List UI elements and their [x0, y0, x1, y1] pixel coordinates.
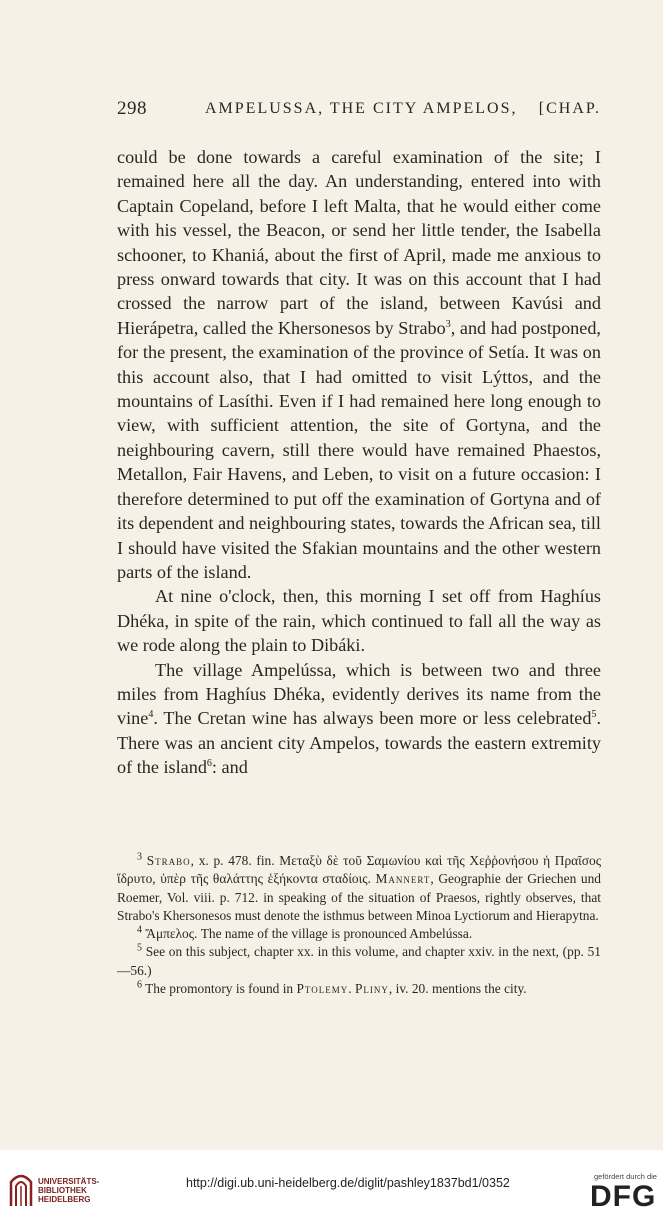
footnote-ref-6: 6: [206, 758, 212, 770]
paragraph-3: [117, 658, 601, 780]
paragraph-1-text-a: could be done towards a careful examination of the site; I remained here all the day. An understanding, entered into with Captain Copeland, before I left Malta, that he would either come with his vessel, the Beacon, or send her little tender, the Isabella schooner, to Khaniá, about the first of April, made me anxious to press onward towards that city. It was on this account that I had crossed the narrow part of the island, between Kavúsi and Hierápetra, called the Khersonesos by Strabo: [117, 147, 601, 338]
footnote-mark: 3: [137, 851, 142, 863]
footnote-mark: 6: [137, 979, 142, 991]
footnote-author: Mannert: [375, 871, 431, 887]
footnote-text: , x. p. 478. fin. Μεταξὺ δὲ τοῦ Σαμωνίου καὶ τῆς Χεῤῥονήσου ἡ Πραῖσος ἵδρυτο, ὑπὲρ τῆς θαλάττης ἑξήκοντα σταδίοις.: [117, 853, 601, 887]
library-name-line: UNIVERSITÄTS-: [38, 1177, 100, 1186]
footnote-6: [117, 980, 601, 998]
footnote-5: [117, 943, 601, 980]
page-number: 298: [117, 98, 147, 119]
library-name: [38, 1177, 99, 1204]
running-title: AMPELUSSA, THE CITY AMPELOS,: [205, 100, 518, 117]
footnote-4: [117, 925, 601, 943]
chapter-label: [CHAP.: [538, 100, 601, 117]
dfg-logo: DFG: [590, 1180, 657, 1213]
paragraph-3-text-a: The village Ampelússa, which is between two and three miles from Haghíus Dhéka, evidently derives its name from the vine: [117, 659, 601, 729]
funded-by-label: gefördert durch die: [594, 1172, 657, 1181]
footnote-text: .: [348, 981, 355, 997]
footnote-mark: 5: [137, 943, 142, 955]
footnote-3: [117, 852, 601, 925]
footnote-text: See on this subject, chapter xx. in this volume, and chapter xxiv. in the next, (pp. 51—56.): [117, 944, 601, 978]
library-name-line: BIBLIOTHEK: [38, 1186, 87, 1195]
footnote-author: Strabo: [146, 853, 191, 868]
paragraph-3-text-b: . The Cretan wine has always been more or less celebrated: [153, 708, 592, 729]
paragraph-2: At nine o'clock, then, this morning I set off from Haghíus Dhéka, in spite of the rain, which continued to fall all the way as we rode along the plain to Dibáki.: [117, 586, 601, 656]
footnote-ref-5: 5: [591, 709, 597, 721]
paragraph-1: [117, 145, 601, 584]
paragraph-3-text-d: : and: [211, 757, 248, 778]
footnote-text: , Geographie der Griechen und Roemer, Vol. viii. p. 712. in speaking of the situation of Praesos, rightly observes, that Strabo's Khersonesos must denote the isthmus between Minoa Lyctiorum and Hierapytna.: [117, 871, 601, 923]
footnote-text: The promontory is found in: [145, 981, 297, 997]
footnote-text: Ἄμπελος. The name of the village is pronounced Ambelússa.: [145, 926, 473, 942]
footnote-text: , iv. 20. mentions the city.: [388, 981, 527, 997]
paragraph-3-text-c: . There was an ancient city Ampelos, towards the eastern extremity of the island: [117, 708, 601, 778]
university-library-logo-icon: [8, 1172, 34, 1208]
running-header: [117, 98, 601, 124]
paragraph-1-text-b: , and had postponed, for the present, the examination of the province of Setía. It was on this account also, that I had omitted to visit Lýttos, and the mountains of Lasíthi. Even if I had remained here long enough to view, with sufficient attention, the site of Gortyna, and the neighbouring cavern, still there would have remained Phaestos, Metallon, Fair Havens, and Leben, to visit on a future occasion: I therefore determined to put off the examination of Gortyna and of its dependent and neighbouring states, towards the African sea, till I should have visited the Sfakian mountains and the other western parts of the island.: [117, 317, 601, 582]
footnote-author: Ptolemy: [296, 981, 349, 997]
library-name-line: HEIDELBERG: [38, 1195, 91, 1204]
footnotes: [117, 852, 601, 998]
footnote-mark: 4: [137, 924, 142, 936]
body-text: [117, 145, 601, 780]
footnote-ref-4: 4: [148, 709, 154, 721]
footnote-ref-3: 3: [445, 318, 451, 330]
source-url-link[interactable]: http://digi.ub.uni-heidelberg.de/diglit/pashley1837bd1/0352: [186, 1176, 510, 1190]
footnote-author: Pliny: [354, 981, 389, 997]
